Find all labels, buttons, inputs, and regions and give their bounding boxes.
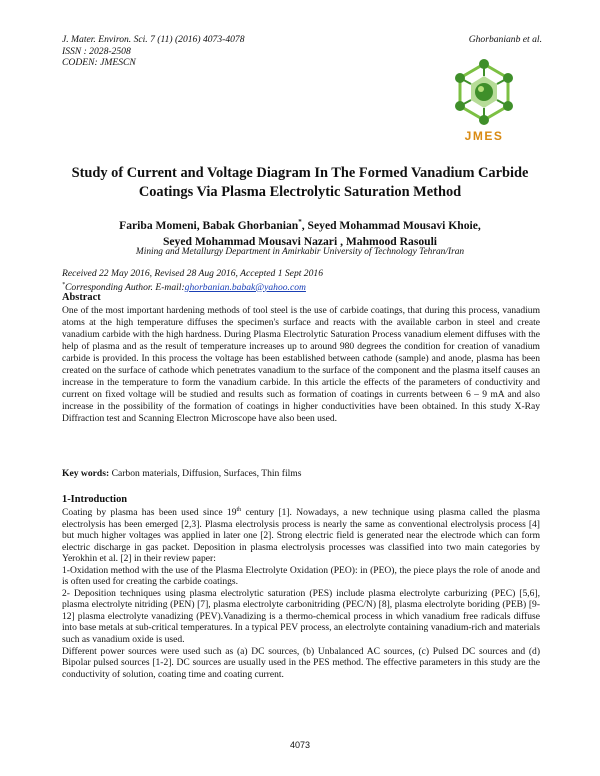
corr-label: Corresponding Author. E-mail:	[65, 281, 185, 293]
molecule-icon	[444, 58, 524, 128]
email-link[interactable]: ghorbanian.babak@yahoo.com	[184, 281, 306, 293]
authors-line-2: Seyed Mohammad Mousavi Nazari , Mahmood Rasouli	[162, 234, 438, 248]
corr-mark: *	[62, 281, 65, 288]
affiliation: Mining and Metallurgy Department in Amirkabir University of Technology Tehran/Iran	[135, 247, 465, 257]
journal-header	[62, 34, 245, 69]
intro-paragraph-4: Different power sources were used such as (a) DC sources, (b) Unbalanced AC sources, (c) Pulsed DC sources and (d) Bipolar pulsed sources [1-2]. DC sources are usually used in the PES method. The effective parameters in this study are the conductivity of solution, coating time and coating current.	[62, 645, 540, 680]
abstract-heading: Abstract	[62, 292, 101, 303]
journal-citation: J. Mater. Environ. Sci. 7 (11) (2016) 4073-4078	[62, 34, 245, 45]
authors-line-1b: , Seyed Mohammad Mousavi Khoie,	[301, 218, 481, 232]
authors-line-1	[60, 214, 540, 234]
intro-paragraph-2: 1-Oxidation method with the use of the Plasma Electrolyte Oxidation (PEO): in (PEO), the piece plays the role of anode and is often used for creating the carbide coatings.	[62, 564, 540, 588]
paper-title	[60, 164, 540, 202]
intro-p1-b: century [1]. Nowadays, a new technique using plasma called the plasma electrolysis has been emerged [2,3]. Plasma electrolysis process is nearly the same as conventional electrolysis process [4] but much higher voltages was applied in later one [2]. Strong electric field is generated near the electrode which can form electric discharge in gas packet. Deposition in plasma electrolysis processes was classified into two main categories by Yerokhin et al. [2] in their review paper:	[62, 507, 540, 565]
page-number: 4073	[289, 740, 311, 750]
title-line-1: Study of Current and Voltage Diagram In The Formed Vanadium Carbide	[71, 165, 529, 181]
keywords-label: Key words:	[62, 468, 110, 479]
intro-p1-a: Coating by plasma has been used since 19	[62, 507, 237, 518]
running-author: Ghorbanianb et al.	[468, 34, 542, 45]
keywords	[62, 468, 301, 479]
intro-p1-sup: th	[236, 506, 242, 513]
abstract-body: One of the most important hardening methods of tool steel is the use of carbide coatings, that during this process, vanadium atoms at the high temperature diffuses the specimen's surface and reacts with the available carbon in steel and create vanadium carbide with the high hardness. During Plasma Electrolytic Saturation Process vanadium element diffuses with the help of plasma and as the result of temperature increases up to around 980 degrees the condition for creation of vanadium carbide is provided. In this process the voltage has been established between cathode (sample) and anode, plasma has been created on the surface of cathode which penetrates vanadium to the surface of the component and the plasma itself causes an increase in the temperature to form the vanadium carbide. In this article the effects of the parameters of conductivity and current on fixed voltage will be studied and results such as formation of coatings in currents between 6 – 9 mA and also increase in the possibility of the formation of coatings in higher conductivities have been obtained. In this study X-Ray Diffraction test and Scanning Electron Microscope have also been used.	[62, 305, 540, 425]
authors-line-1a: Fariba Momeni, Babak Ghorbanian	[119, 218, 299, 232]
jmes-logo	[444, 58, 524, 148]
received-info	[62, 268, 323, 293]
intro-paragraph-1	[62, 507, 540, 565]
corresponding-mark: *	[298, 218, 302, 226]
keywords-value: Carbon materials, Diffusion, Surfaces, Thin films	[111, 468, 302, 479]
corresponding-author	[62, 280, 323, 294]
journal-coden: CODEN: JMESCN	[62, 57, 136, 68]
intro-body	[62, 507, 540, 680]
journal-issn: ISSN : 2028-2508	[62, 45, 131, 57]
intro-heading: 1-Introduction	[62, 494, 128, 505]
received-dates: Received 22 May 2016, Revised 28 Aug 2016, Accepted 1 Sept 2016	[62, 268, 323, 279]
title-line-2: Coatings Via Plasma Electrolytic Saturation Method	[138, 184, 462, 200]
logo-text: JMES	[464, 129, 504, 143]
intro-paragraph-3: 2- Deposition techniques using plasma electrolytic saturation (PES) include plasma electrolyte carburizing (PEC) [5,6], plasma electrolyte nitriding (PEN) [7], plasma electrolyte carbonitriding (PEC/N) [8], plasma electrolyte boriding (PEB) [9-12] plasma electrolyte vanadizing (PEV).Vanadizing is a thermo-chemical process in which vanadium free radicals diffuse into base metals at sub-critical temperatures. In a typical PEV process, an electrolyte containing vanadium-rich and materials such as vanadium oxide is used.	[62, 587, 540, 646]
author-list	[60, 214, 540, 250]
